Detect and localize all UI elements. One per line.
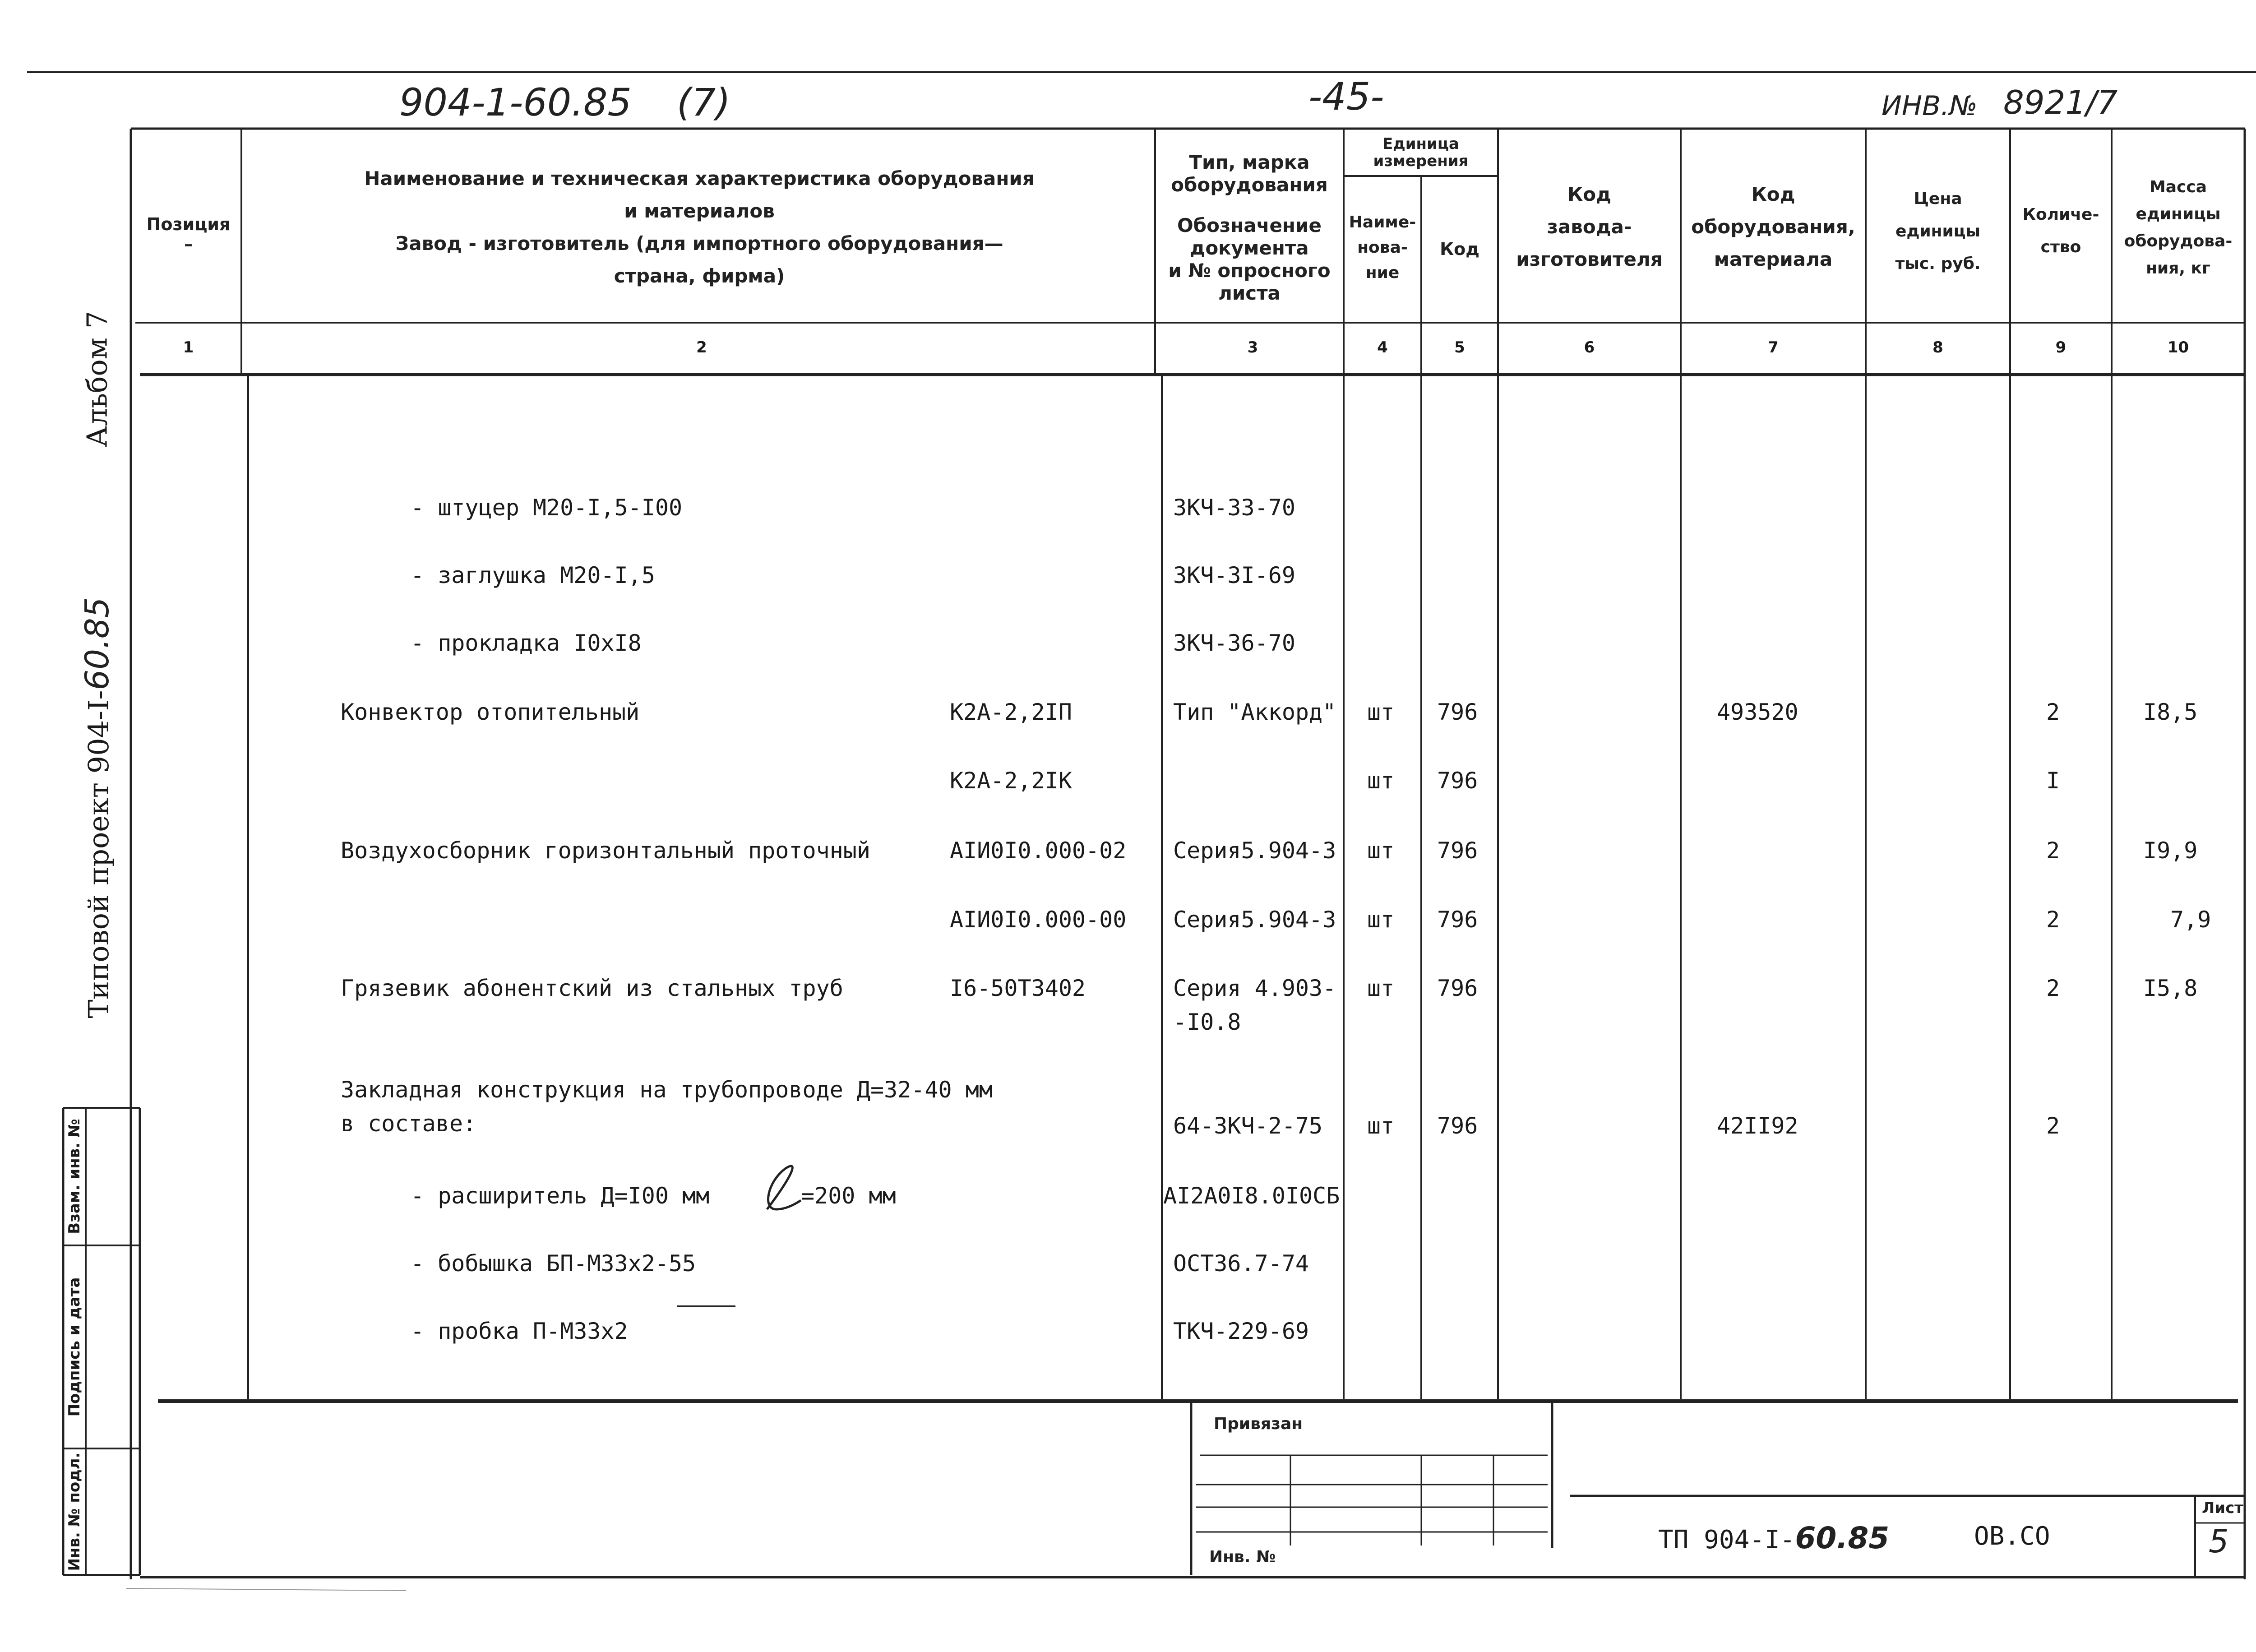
- row-5-unit: шт: [1367, 838, 1395, 864]
- row-4-qty: I: [2046, 768, 2060, 794]
- tp-suffix: 60.85: [1795, 1521, 1890, 1555]
- row-3-unit: шт: [1367, 699, 1395, 725]
- tp-code: [1658, 1521, 1889, 1555]
- header-mass: Масса единицы оборудова- ния, кг: [2124, 178, 2233, 278]
- row-5-doc: Серия5.904-3: [1173, 838, 1336, 864]
- header-unit-code: Код: [1440, 239, 1479, 259]
- row-7-code: 796: [1437, 975, 1478, 1001]
- row-3-doc: Тип "Аккорд": [1173, 699, 1336, 725]
- row-6-type: АIИ0I0.000-00: [950, 907, 1127, 933]
- stamp-inv: Инв. № подл.: [65, 1452, 83, 1571]
- row-3-code: 796: [1437, 699, 1478, 725]
- privyazan-label: Привязан: [1214, 1415, 1303, 1433]
- row-5-type: АIИ0I0.000-02: [950, 838, 1127, 864]
- project-prefix: Типовой проект 904-I-: [82, 690, 115, 1018]
- row-3-type: К2А-2,2IП: [950, 699, 1072, 725]
- header-name: Наименование и техническая характеристика оборудования и материалов Завод - изготовитель (для импортного оборудования— страна, фирма): [364, 167, 1035, 287]
- row-1-doc: ЗКЧ-3I-69: [1173, 562, 1295, 588]
- row-7-doc: Серия 4.903-: [1173, 975, 1336, 1001]
- stamp-vzam: Взам. инв. №: [65, 1119, 83, 1234]
- row-1-name: - заглушка М20-I,5: [411, 562, 655, 588]
- sheet-number: 5: [2209, 1523, 2229, 1560]
- row-8-unit: шт: [1367, 1113, 1395, 1139]
- col-number-4: 4: [1377, 338, 1388, 356]
- row-6-qty: 2: [2046, 907, 2060, 933]
- inv-label: ИНВ.№: [1882, 90, 1978, 122]
- row-8-code: 796: [1437, 1113, 1478, 1139]
- row-7-type: I6-50Т3402: [950, 975, 1086, 1001]
- row-8-qty: 2: [2046, 1113, 2060, 1139]
- row-6-mass: 7,9: [2170, 907, 2211, 933]
- row-3-mat: 493520: [1717, 699, 1798, 725]
- row-2-doc: ЗКЧ-36-70: [1173, 630, 1295, 656]
- row-4-type: К2А-2,2IК: [950, 768, 1072, 794]
- col-number-10: 10: [2167, 338, 2189, 356]
- inv-no-label: Инв. №: [1209, 1548, 1276, 1566]
- col-number-8: 8: [1932, 338, 1943, 356]
- header-material-code: Код оборудования, материала: [1691, 183, 1855, 270]
- row-3-name: Конвектор отопительный: [341, 699, 640, 725]
- row-8-name-cont: в составе:: [341, 1111, 477, 1137]
- row-6-doc: Серия5.904-3: [1173, 907, 1336, 933]
- row-8-name: Закладная конструкция на трубопроводе Д=32-40 мм: [341, 1077, 993, 1103]
- header-unit-name: Наиме- нова- ние: [1349, 213, 1416, 282]
- header-price: Цена единицы тыс. руб.: [1895, 190, 1981, 273]
- row-7-mass: I5,8: [2143, 975, 2198, 1001]
- row-9-doc: АI2А0I8.0I0СБ: [1163, 1183, 1340, 1209]
- row-8-mat: 42II92: [1717, 1113, 1798, 1139]
- row-7-unit: шт: [1367, 975, 1395, 1001]
- col-number-6: 6: [1584, 338, 1595, 356]
- tp-prefix: ТП 904-I-: [1658, 1525, 1795, 1555]
- doc-part: (7): [677, 80, 730, 125]
- row-11-name: - пробка П-М33х2: [411, 1318, 628, 1344]
- col-number-7: 7: [1768, 338, 1779, 356]
- row-5-mass: I9,9: [2143, 838, 2198, 864]
- row-6-code: 796: [1437, 907, 1478, 933]
- row-0-doc: ЗКЧ-33-70: [1173, 495, 1295, 521]
- header-type: Тип, марка оборудования Обозначение документа и № опросного листа: [1168, 151, 1331, 304]
- row-8-doc: 64-ЗКЧ-2-75: [1173, 1113, 1323, 1139]
- row-5-code: 796: [1437, 838, 1478, 864]
- row-7-doc-cont: -I0.8: [1173, 1009, 1241, 1035]
- row-5-qty: 2: [2046, 838, 2060, 864]
- header-quantity: Количе- ство: [2022, 205, 2099, 256]
- header-position: Позиция –: [146, 214, 231, 254]
- row-7-qty: 2: [2046, 975, 2060, 1001]
- header-unit-group: Единица измерения: [1373, 135, 1469, 170]
- row-5-name: Воздухосборник горизонтальный проточный: [341, 838, 870, 864]
- col-number-3: 3: [1247, 338, 1258, 356]
- col-number-9: 9: [2055, 338, 2066, 356]
- script-l-glyph: [767, 1166, 801, 1209]
- row-10-name: - бобышка БП-М33х2-55: [411, 1250, 696, 1277]
- row-9-name-extra: =200 мм: [801, 1183, 896, 1209]
- sheet-label: Лист: [2202, 1499, 2243, 1517]
- row-10-doc: ОСТ36.7-74: [1173, 1250, 1309, 1277]
- col-number-1: 1: [183, 338, 194, 356]
- col-number-5: 5: [1454, 338, 1465, 356]
- page-number: -45-: [1308, 74, 1384, 119]
- row-3-mass: I8,5: [2143, 699, 2198, 725]
- row-11-doc: ТКЧ-229-69: [1173, 1318, 1309, 1344]
- row-0-name: - штуцер М20-I,5-I00: [411, 495, 683, 521]
- row-7-name: Грязевик абонентский из стальных труб: [341, 975, 843, 1001]
- row-6-unit: шт: [1367, 907, 1395, 933]
- album-label: Альбом 7: [80, 310, 114, 448]
- row-3-qty: 2: [2046, 699, 2060, 725]
- stamp-podpis: Подпись и дата: [65, 1277, 83, 1417]
- header-factory-code: Код завода- изготовителя: [1516, 183, 1663, 270]
- inv-number: 8921/7: [2003, 83, 2118, 121]
- row-2-name: - прокладка I0xI8: [411, 630, 642, 656]
- row-4-code: 796: [1437, 768, 1478, 794]
- doc-code: 904-1-60.85: [399, 80, 632, 125]
- project-label: [78, 597, 116, 1018]
- ov-code: ОВ.СО: [1974, 1522, 2050, 1551]
- col-number-2: 2: [696, 338, 707, 356]
- project-suffix: 60.85: [78, 597, 116, 690]
- row-4-unit: шт: [1367, 768, 1395, 794]
- row-9-name: - расширитель Д=I00 мм: [411, 1183, 710, 1209]
